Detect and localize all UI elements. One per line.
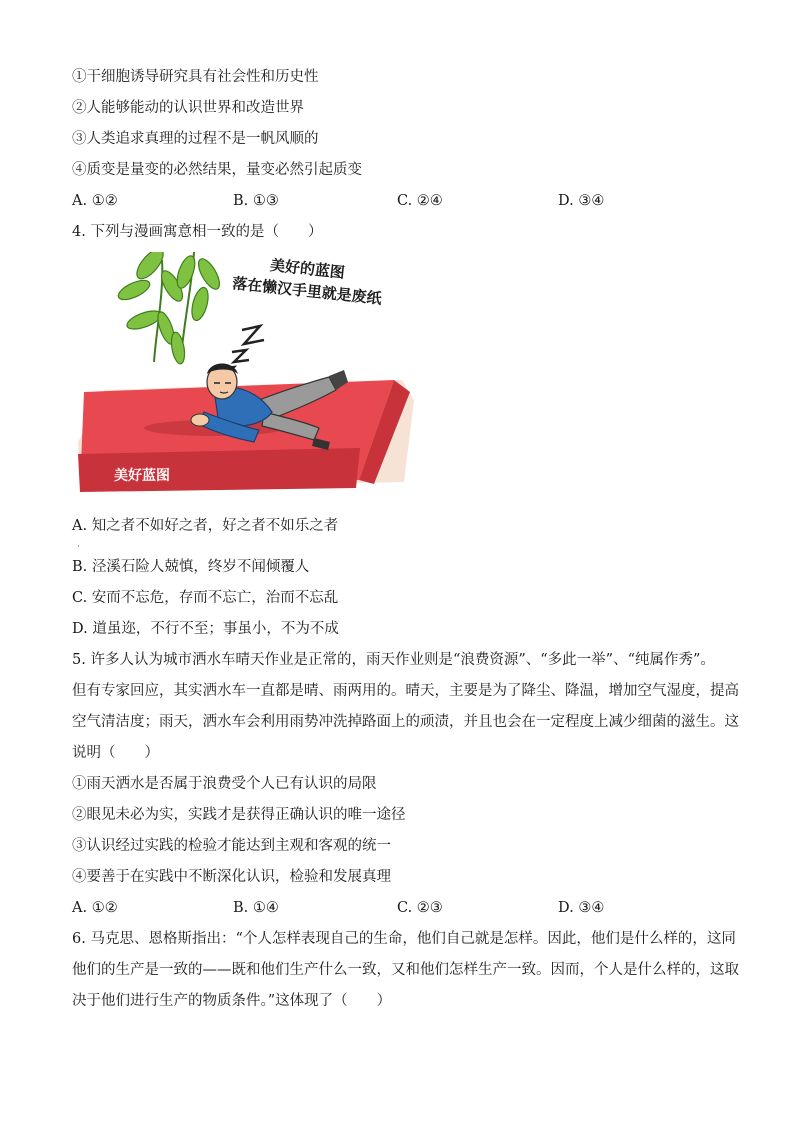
question-stem-line: 但有专家回应，其实洒水车一直都是晴、雨两用的。晴天，主要是为了降尘、降温，增加空气湿度，提高 <box>72 683 739 699</box>
cartoon-caption-line1: 美好的蓝图 <box>269 256 346 282</box>
book-label: 美好蓝图 <box>114 468 170 484</box>
statement: ④质变是量变的必然结果，量变必然引起质变 <box>72 162 362 178</box>
statement: ①干细胞诱导研究具有社会性和历史性 <box>72 69 319 85</box>
exam-page <box>72 62 739 1017</box>
option-a[interactable]: A. ①② <box>72 193 118 209</box>
question-6-block <box>72 924 739 1017</box>
statement: ③认识经过实践的检验才能达到主观和客观的统一 <box>72 838 391 854</box>
option-a[interactable]: A. ①② <box>72 900 118 916</box>
option-b[interactable]: B. 泾溪石险人兢慎，终岁不闻倾覆人 <box>72 559 310 575</box>
cartoon-caption-line2: 落在懒汉手里就是废纸 <box>231 274 383 308</box>
option-c[interactable]: C. ②③ <box>397 900 443 916</box>
statement: ③人类追求真理的过程不是一帆风顺的 <box>72 131 319 147</box>
cartoon-image <box>74 252 419 497</box>
statement: ①雨天洒水是否属于浪费受个人已有认识的局限 <box>72 776 377 792</box>
option-a[interactable]: A. 知之者不如好之者，好之者不如乐之者 <box>72 518 339 534</box>
question-stem-line: 决于他们进行生产的物质条件。”这体现了（ ） <box>72 993 392 1009</box>
question-stem-line: 6. 马克思、恩格斯指出：“个人怎样表现自己的生命，他们自己就是怎样。因此，他们是什么样的，这同 <box>72 931 736 947</box>
option-d[interactable]: D. 道虽迩，不行不至；事虽小，不为不成 <box>72 621 339 637</box>
option-c[interactable]: C. 安而不忘危，存而不忘亡，治而不忘乱 <box>72 590 339 606</box>
question-stem-line: 说明（ ） <box>72 745 159 761</box>
question-5-block <box>72 645 739 924</box>
stray-dot: · <box>77 542 80 552</box>
question-3-block <box>72 62 724 217</box>
option-c[interactable]: C. ②④ <box>397 193 443 209</box>
question-stem: 4. 下列与漫画寓意相一致的是（ ） <box>72 224 323 240</box>
answer-options <box>72 186 724 217</box>
question-4-block <box>72 217 724 645</box>
question-stem-line: 他们的生产是一致的——既和他们生产什么一致，又和他们怎样生产一致。因而，个人是什么样的，这取 <box>72 962 739 978</box>
statement: ④要善于在实践中不断深化认识，检验和发展真理 <box>72 869 391 885</box>
statement: ②眼见未必为实，实践才是获得正确认识的唯一途径 <box>72 807 406 823</box>
statement: ②人能够能动的认识世界和改造世界 <box>72 100 304 116</box>
option-d[interactable]: D. ③④ <box>558 900 605 916</box>
question-stem-line: 空气清洁度；雨天，洒水车会利用雨势冲洗掉路面上的顽渍，并且也会在一定程度上减少细菌的滋生。这 <box>72 714 739 730</box>
question-stem-line: 5. 许多人认为城市洒水车晴天作业是正常的，雨天作业则是“浪费资源”、“多此一举”、“纯属作秀”。 <box>72 652 715 668</box>
option-b[interactable]: B. ①③ <box>233 193 279 209</box>
answer-options <box>72 893 724 924</box>
option-d[interactable]: D. ③④ <box>558 193 605 209</box>
option-b[interactable]: B. ①④ <box>233 900 279 916</box>
willow-branch-icon <box>116 252 224 365</box>
